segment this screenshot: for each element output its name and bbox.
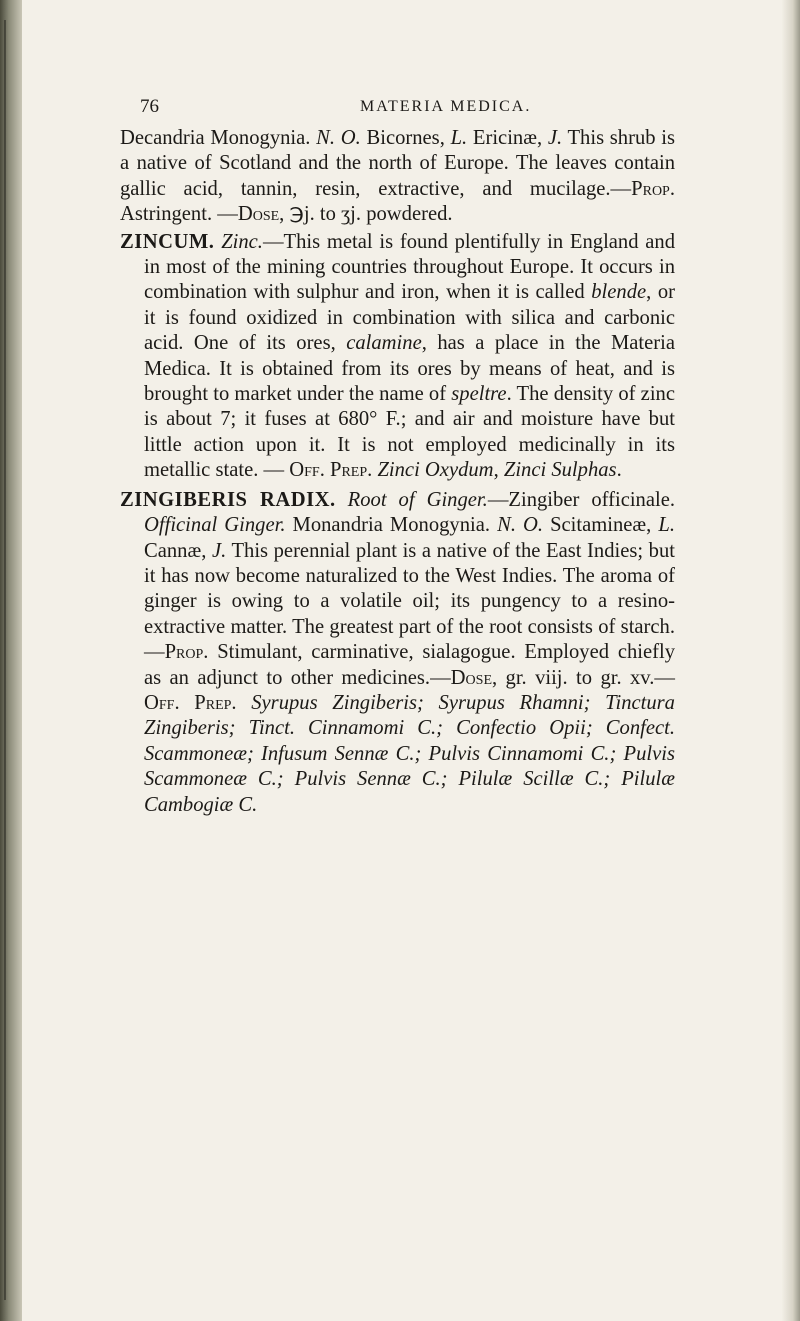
- label-prop: Prop.: [631, 177, 675, 200]
- term: speltre: [451, 383, 507, 406]
- term: blende: [591, 281, 647, 304]
- preparations-list: Syrupus Zingiberis; Syrupus Rhamni; Tinctura Zingiberis; Tinct. Cinnamomi C.; Confectio Opii; Confect. Scammoneæ; Infusum Sennæ C.; Pulvis Cinnamomi C.; Pulvis Scammoneæ C.; Pulvis Sennæ C.; Pilulæ Scillæ C.; Pilulæ Cambogiæ C.: [144, 691, 675, 816]
- preparation: Zinci Oxydum: [377, 459, 494, 482]
- text: —Zingiber officinale.: [487, 488, 676, 511]
- page-body: [120, 126, 675, 818]
- text: Monandria Monogynia.: [285, 514, 498, 537]
- preparation: Zinci Sulphas: [503, 459, 617, 482]
- text: Scitamineæ,: [543, 514, 659, 537]
- text: , ℈j. to ʒj. powdered.: [279, 203, 453, 226]
- entry-headword: ZINGIBERIS RADIX.: [120, 488, 336, 511]
- term: calamine: [346, 332, 422, 355]
- english-name: Officinal Ginger.: [144, 514, 286, 537]
- text: This perennial plant is a native of the East Indies; but it has now become naturalized to the West Indies. The aroma of ginger is owing to a volatile oil; its pungency to a resino-extractive matter. The greatest part of the root consists of starch.—: [144, 539, 675, 664]
- abbrev: N. O.: [497, 514, 544, 537]
- abbrev: N. O.: [316, 127, 361, 149]
- label-off-prep: Off. Prep.: [144, 691, 237, 714]
- label-dose: Dose: [237, 203, 280, 226]
- abbrev: J.: [211, 539, 227, 562]
- entry-zingiberis: [120, 488, 676, 818]
- entry-uva-ursi-continuation: [120, 126, 675, 228]
- text: . The density of zinc is about 7; it fuses at 680° F.; and air and moisture have but little action upon it. It is not employed medicinally in its metallic state. —: [144, 383, 675, 482]
- text: Cannæ,: [144, 539, 212, 562]
- text: [237, 692, 252, 714]
- label-off-prep: Off. Prep.: [289, 459, 373, 482]
- text: .: [616, 459, 622, 482]
- page-number: 76: [140, 96, 159, 117]
- abbrev: L.: [450, 127, 468, 149]
- label-prop: Prop.: [164, 641, 209, 664]
- abbrev: J.: [547, 127, 563, 149]
- book-spine: [0, 0, 22, 1321]
- english-name: Root of Ginger.: [347, 488, 488, 511]
- text: ,: [493, 459, 504, 482]
- text: This shrub is a native of Scotland and the north of Europe. The leaves contain gallic acid, tannin, resin, extractive, and mucilage.—: [120, 127, 676, 200]
- text: Ericinæ,: [467, 127, 548, 149]
- english-name: Zinc.: [221, 230, 263, 253]
- abbrev: L.: [658, 514, 675, 537]
- running-head: MATERIA MEDICA.: [360, 98, 532, 115]
- text: , gr. viij. to gr. xv.—: [492, 666, 675, 689]
- entry-headword: ZINCUM.: [120, 230, 215, 253]
- text: , has a place in the Materia Medica. It is obtained from its ores by means of heat, and is brought to market under the name of: [144, 332, 675, 406]
- label-dose: Dose: [450, 666, 492, 689]
- text: Astringent. —: [120, 203, 238, 226]
- page-edge: [782, 0, 800, 1321]
- page-header: [140, 90, 660, 130]
- entry-zincum: [120, 230, 676, 484]
- text: Stimulant, carminative, sialagogue. Employed chiefly as an adjunct to other medicines.—: [144, 641, 675, 689]
- text: , or it is found oxidized in combination with silica and carbonic acid. One of its ores,: [144, 281, 676, 355]
- text: —This metal is found plentifully in England and in most of the mining countries throughout Europe. It occurs in combination with sulphur and iron, when it is called: [144, 230, 675, 304]
- text: Bicornes,: [360, 127, 451, 149]
- text: Decandria Monogynia.: [120, 127, 317, 149]
- spine-shadow: [4, 20, 6, 1300]
